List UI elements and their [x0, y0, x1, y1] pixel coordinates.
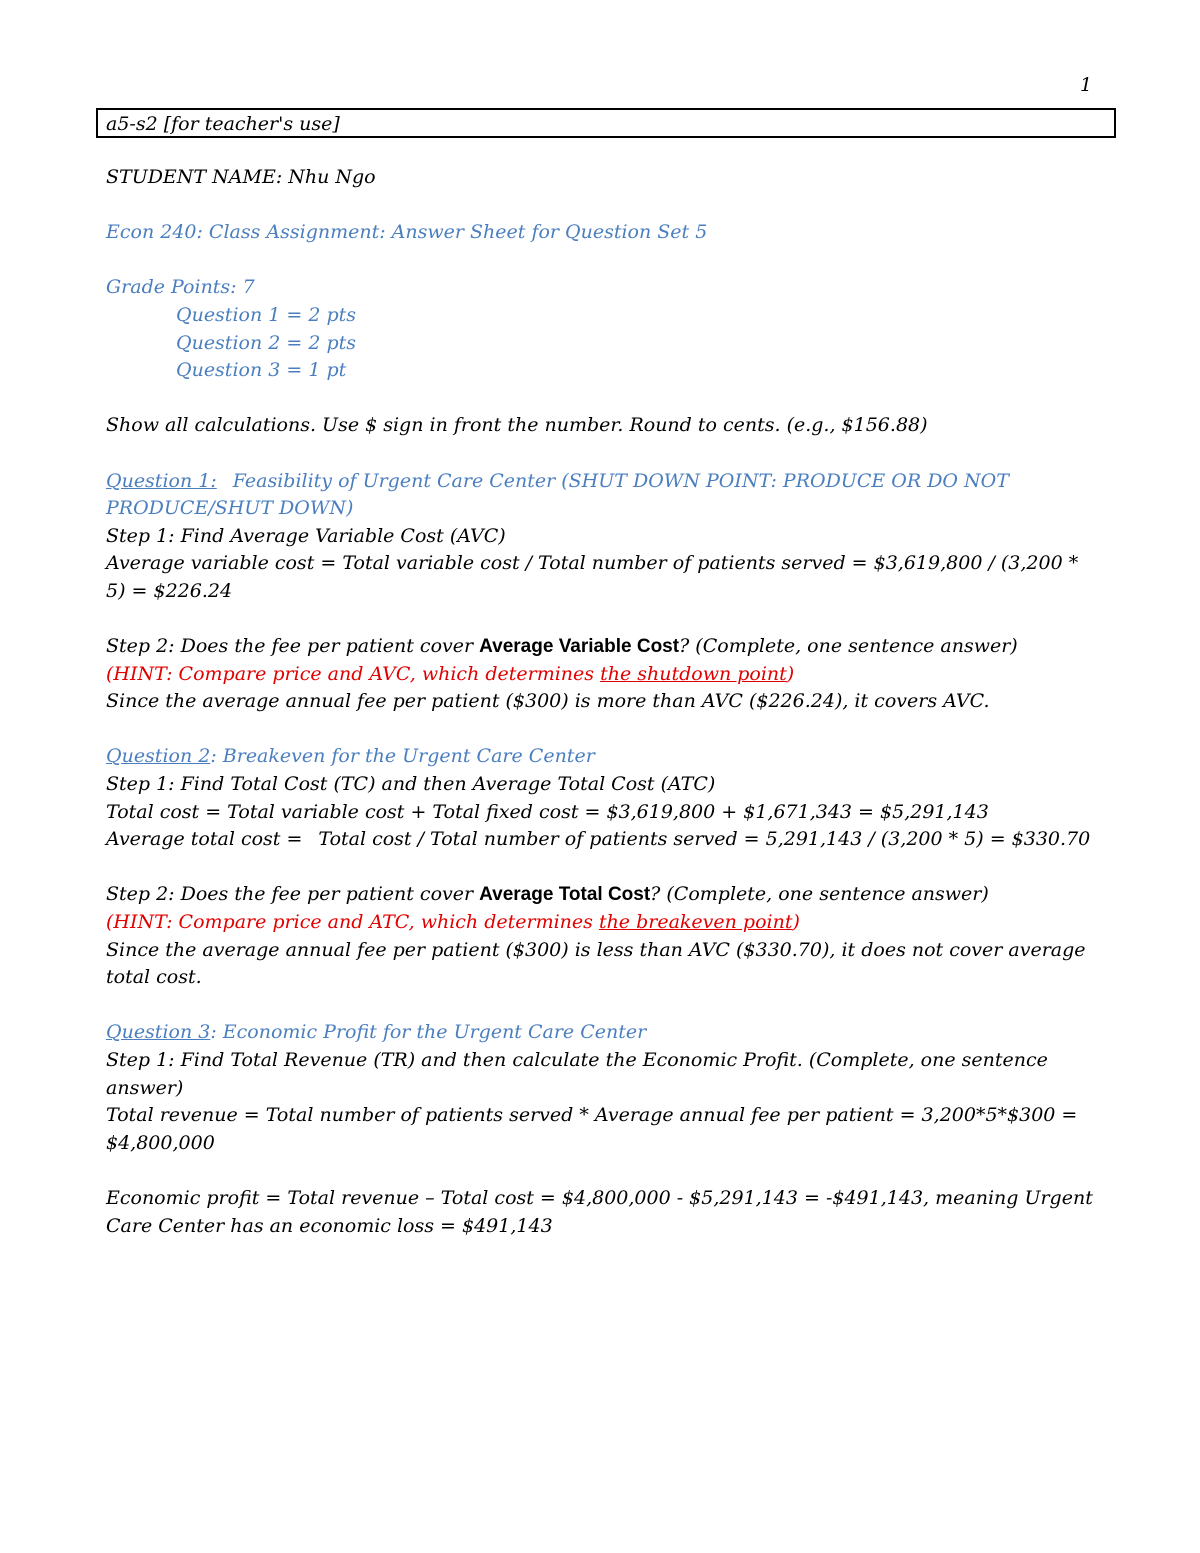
- grade-item: Question 3 = 1 pt: [176, 359, 347, 382]
- student-name: STUDENT NAME: Nhu Ngo: [106, 166, 376, 188]
- q2-hint-close: ): [792, 911, 800, 934]
- q1-step2-bold: Average Variable Cost: [479, 636, 680, 658]
- grade-points-title: Grade Points: 7: [106, 276, 255, 299]
- q3-revenue-calc: Total revenue = Total number of patients served * Average annual fee per patient = 3,200*5*$300 = $4,800,000: [106, 1104, 1078, 1154]
- q1-hint: [106, 661, 1096, 689]
- q1-hint-text: (HINT: Compare price and AVC, which determines: [106, 662, 601, 685]
- q1-step2: [106, 633, 1096, 661]
- course-title: Econ 240: Class Assignment: Answer Sheet for Question Set 5: [106, 221, 708, 244]
- instructions: Show all calculations. Use $ sign in front the number. Round to cents. (e.g., $156.88): [106, 414, 928, 437]
- q2-total-cost-calc: Total cost = Total variable cost + Total fixed cost = $3,619,800 + $1,671,343 = $5,291,143: [106, 800, 989, 823]
- question-2-link[interactable]: Question 2: [106, 745, 211, 768]
- question-1-heading: [106, 468, 1096, 523]
- question-2-heading: [106, 743, 1096, 771]
- grade-item: Question 1 = 2 pts: [176, 303, 356, 326]
- q1-step1-calc: Average variable cost = Total variable cost / Total number of patients served = $3,619,800 / (3,200 * 5) = $226.24: [106, 552, 1079, 602]
- q2-step1-title: Step 1: Find Total Cost (TC) and then Average Total Cost (ATC): [106, 773, 716, 796]
- question-3-heading: [106, 1019, 1096, 1047]
- page-number: 1: [1080, 74, 1093, 96]
- question-3-link[interactable]: Question 3: [106, 1021, 211, 1044]
- q3-step1-title: Step 1: Find Total Revenue (TR) and then calculate the Economic Profit. (Complete, one sentence answer): [106, 1049, 1048, 1099]
- q2-step2-text: Step 2: Does the fee per patient cover: [106, 883, 480, 906]
- q2-hint-underlined: the breakeven point: [598, 911, 793, 934]
- question-2-title: : Breakeven for the Urgent Care Center: [210, 745, 595, 768]
- q1-hint-close: ): [786, 662, 795, 685]
- q1-step2-text: Step 2: Does the fee per patient cover: [106, 635, 480, 658]
- q1-answer: Since the average annual fee per patient ($300) is more than AVC ($226.24), it covers AVC.: [106, 690, 990, 713]
- q1-hint-underlined: the shutdown point: [600, 662, 787, 685]
- teacher-use-box: a5-s2 [for teacher's use]: [96, 108, 1116, 138]
- q2-hint: [106, 909, 1096, 937]
- q2-step2-suffix: ? (Complete, one sentence answer): [650, 883, 989, 906]
- q2-step2-bold: Average Total Cost: [479, 884, 651, 906]
- q2-answer: Since the average annual fee per patient ($300) is less than AVC ($330.70), it does not cover average total cost.: [106, 938, 1086, 989]
- question-1-link[interactable]: Question 1:: [106, 469, 217, 492]
- q2-hint-text: (HINT: Compare price and ATC, which determines: [106, 911, 599, 934]
- q1-step2-suffix: ? (Complete, one sentence answer): [679, 635, 1018, 658]
- question-3-title: : Economic Profit for the Urgent Care Center: [210, 1021, 647, 1044]
- grade-item: Question 2 = 2 pts: [176, 331, 356, 354]
- q1-step1-title: Step 1: Find Average Variable Cost (AVC): [106, 524, 506, 547]
- answer-sheet-content: [106, 164, 1096, 1240]
- q2-step2: [106, 881, 1096, 909]
- question-1-title: Feasibility of Urgent Care Center (SHUT DOWN POINT: PRODUCE OR DO NOT PRODUCE/SHUT DOWN): [106, 469, 1009, 520]
- q3-profit-calc: Economic profit = Total revenue – Total cost = $4,800,000 - $5,291,143 = -$491,143, meaning Urgent Care Center has an economic loss = $491,143: [106, 1186, 1093, 1237]
- q2-atc-label: Average total cost =: [106, 828, 303, 851]
- q2-avg-total-cost-calc: [106, 826, 1096, 854]
- q2-atc-formula: Total cost / Total number of patients served = 5,291,143 / (3,200 * 5) = $330.70: [318, 828, 1091, 851]
